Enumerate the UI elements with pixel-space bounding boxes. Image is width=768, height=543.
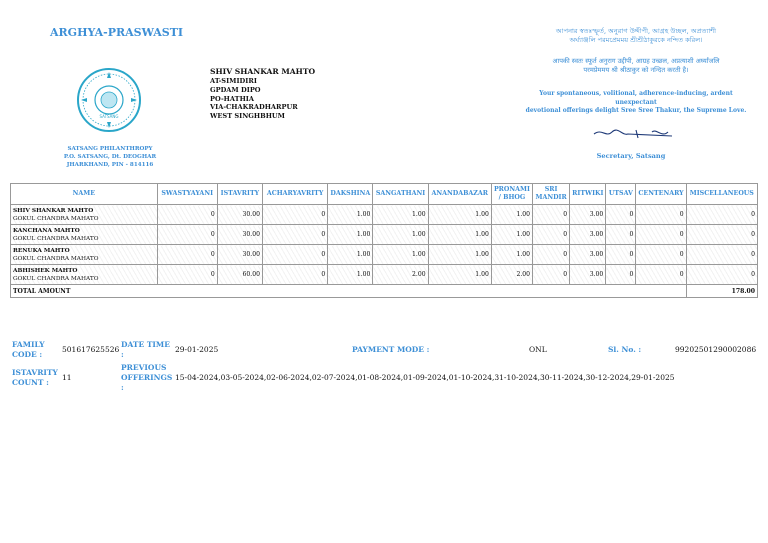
english-line: devotional offerings delight Sree Sree Thakur, the Supreme Love. [525, 107, 747, 115]
column-header: PRONAMI / BHOG [491, 184, 532, 205]
amount-cell: 0 [636, 205, 686, 225]
amount-cell: 1.00 [491, 245, 532, 265]
english-message [520, 90, 752, 116]
column-header: ISTAVRITY [217, 184, 262, 205]
amount-cell: 0 [262, 245, 327, 265]
amount-cell: 0 [606, 265, 636, 285]
seal-lettering: SATSANG [99, 114, 119, 119]
serial-number-value: 99202501290002086 [675, 345, 757, 354]
address-line: VIA-CHAKRADHARPUR [210, 103, 298, 112]
amount-cell: 1.00 [328, 205, 373, 225]
amount-cell: 0 [533, 265, 570, 285]
column-header: NAME [11, 184, 158, 205]
bengali-line: অর্ঘ্যাঞ্জলি পরমপ্রেমময় শ্রীশ্রীঠাকুরকে নন্দিত করিল। [569, 36, 703, 44]
amount-cell: 1.00 [373, 205, 428, 225]
amount-cell: 0 [636, 245, 686, 265]
amount-cell: 0 [533, 245, 570, 265]
amount-cell: 1.00 [491, 205, 532, 225]
recipient-address [210, 67, 315, 121]
amount-cell: 1.00 [428, 225, 491, 245]
bengali-line: আপনার স্বতঃস্ফূর্ত, অনুরাগ উদ্দীপী, আগ্রহ উচ্ছল, অপ্রত্যাশী [555, 27, 717, 35]
member-name-cell [11, 265, 158, 285]
column-header: ANANDABAZAR [428, 184, 491, 205]
amount-cell: 0 [636, 265, 686, 285]
amount-cell: 3.00 [570, 225, 606, 245]
istavrity-count-value: 11 [62, 373, 72, 382]
address-line: PO-HATHIA [210, 94, 255, 103]
address-line: GPDAM DIPO [210, 85, 261, 94]
amount-cell: 1.00 [428, 245, 491, 265]
table-row [11, 265, 758, 285]
recipient-name: SHIV SHANKAR MAHTO [210, 67, 316, 76]
secretary-label: Secretary, Satsang [596, 152, 666, 160]
hindi-line: परमप्रेममय श्री श्रीठाकुर को नन्दित करती है। [583, 66, 689, 74]
amount-cell: 30.00 [217, 245, 262, 265]
table-row [11, 225, 758, 245]
amount-cell: 1.00 [491, 225, 532, 245]
amount-cell: 1.00 [428, 205, 491, 225]
amount-cell: 0 [262, 225, 327, 245]
amount-cell: 3.00 [570, 245, 606, 265]
amount-cell: 0 [686, 205, 757, 225]
org-line-3: JHARKHAND, PIN - 814116 [66, 162, 154, 168]
amount-cell: 0 [606, 225, 636, 245]
satsang-seal-logo [75, 66, 143, 134]
member-name: SHIV SHANKAR MAHTO [13, 207, 94, 214]
amount-cell: 0 [686, 265, 757, 285]
member-guardian: GOKUL CHANDRA MAHATO [13, 235, 99, 242]
amount-cell: 0 [533, 205, 570, 225]
org-line-2: P.O. SATSANG, Dt. DEOGHAR [63, 154, 157, 160]
payment-mode-value: ONL [529, 345, 547, 354]
address-line: AT-SIMIDIRI [210, 77, 257, 85]
amount-cell: 0 [606, 245, 636, 265]
member-name: RENUKA MAHTO [13, 247, 70, 254]
total-label: TOTAL AMOUNT [11, 285, 687, 298]
amount-cell: 30.00 [217, 205, 262, 225]
family-code-value: 501617625526 [62, 345, 120, 354]
amount-cell: 1.00 [328, 245, 373, 265]
hindi-message [520, 57, 752, 75]
column-header: ACHARYAVRITY [262, 184, 327, 205]
amount-cell: 0 [262, 205, 327, 225]
member-name-cell [11, 245, 158, 265]
member-guardian: GOKUL CHANDRA MAHATO [13, 255, 99, 262]
amount-cell: 0 [533, 225, 570, 245]
amount-cell: 0 [157, 265, 217, 285]
bengali-message [520, 27, 752, 45]
date-time-label: DATE TIME : [121, 340, 170, 359]
organization-address [52, 145, 168, 169]
member-guardian: GOKUL CHANDRA MAHATO [13, 275, 99, 282]
amount-cell: 1.00 [428, 265, 491, 285]
member-name-cell [11, 225, 158, 245]
address-line: WEST SINGHBHUM [210, 112, 285, 121]
amount-cell: 0 [606, 205, 636, 225]
receipt-title: ARGHYA-PRASWASTI [50, 26, 184, 39]
previous-offerings-value: 15-04-2024,03-05-2024,02-06-2024,02-07-2024,01-08-2024,01-09-2024,01-10-2024,31-10-2024,30-11-2024,30-12-2024,29-01-2025 [175, 373, 675, 382]
hindi-line: आपकी स्वतः स्फूर्त अनुराग उद्दीपी, आग्रह उच्छल, अप्रत्याशी अर्घ्यांजलि [552, 57, 720, 65]
amount-cell: 1.00 [328, 265, 373, 285]
amount-cell: 60.00 [217, 265, 262, 285]
column-header: SRI MANDIR [533, 184, 570, 205]
member-name-cell [11, 205, 158, 225]
amount-cell: 0 [636, 225, 686, 245]
amount-cell: 3.00 [570, 265, 606, 285]
column-header: SANGATHANI [373, 184, 428, 205]
amount-cell: 1.00 [373, 225, 428, 245]
column-header: UTSAV [606, 184, 636, 205]
secretary-signature [592, 126, 676, 142]
amount-cell: 1.00 [328, 225, 373, 245]
amount-cell: 0 [686, 225, 757, 245]
payment-mode-label: PAYMENT MODE : [352, 345, 430, 354]
total-amount: 178.00 [686, 285, 757, 298]
amount-cell: 0 [157, 225, 217, 245]
offerings-table [10, 183, 758, 298]
amount-cell: 0 [157, 245, 217, 265]
date-time-value: 29-01-2025 [175, 345, 219, 354]
previous-offerings-label: PREVIOUS OFFERINGS : [121, 363, 173, 392]
amount-cell: 30.00 [217, 225, 262, 245]
column-header: SWASTYAYANI [157, 184, 217, 205]
amount-cell: 0 [686, 245, 757, 265]
column-header: RITWIKI [570, 184, 606, 205]
table-row [11, 205, 758, 225]
family-code-label: FAMILY CODE : [12, 340, 45, 359]
member-name: KANCHANA MAHTO [13, 227, 80, 234]
column-header: CENTENARY [636, 184, 686, 205]
amount-cell: 1.00 [373, 245, 428, 265]
amount-cell: 2.00 [373, 265, 428, 285]
total-row [11, 285, 758, 298]
serial-number-label: Sl. No. : [608, 345, 642, 354]
istavrity-count-label: ISTAVRITY COUNT : [12, 368, 58, 387]
member-guardian: GOKUL CHANDRA MAHATO [13, 215, 99, 222]
column-header: DAKSHINA [328, 184, 373, 205]
amount-cell: 0 [157, 205, 217, 225]
table-header-row [11, 184, 758, 205]
amount-cell: 0 [262, 265, 327, 285]
amount-cell: 2.00 [491, 265, 532, 285]
amount-cell: 3.00 [570, 205, 606, 225]
column-header: MISCELLANEOUS [686, 184, 757, 205]
english-line: Your spontaneous, volitional, adherence-inducing, ardent unexpectant [539, 90, 733, 106]
org-line-1: SATSANG PHILANTHROPY [67, 146, 153, 152]
member-name: ABHISHEK MAHTO [13, 267, 78, 274]
table-row [11, 245, 758, 265]
